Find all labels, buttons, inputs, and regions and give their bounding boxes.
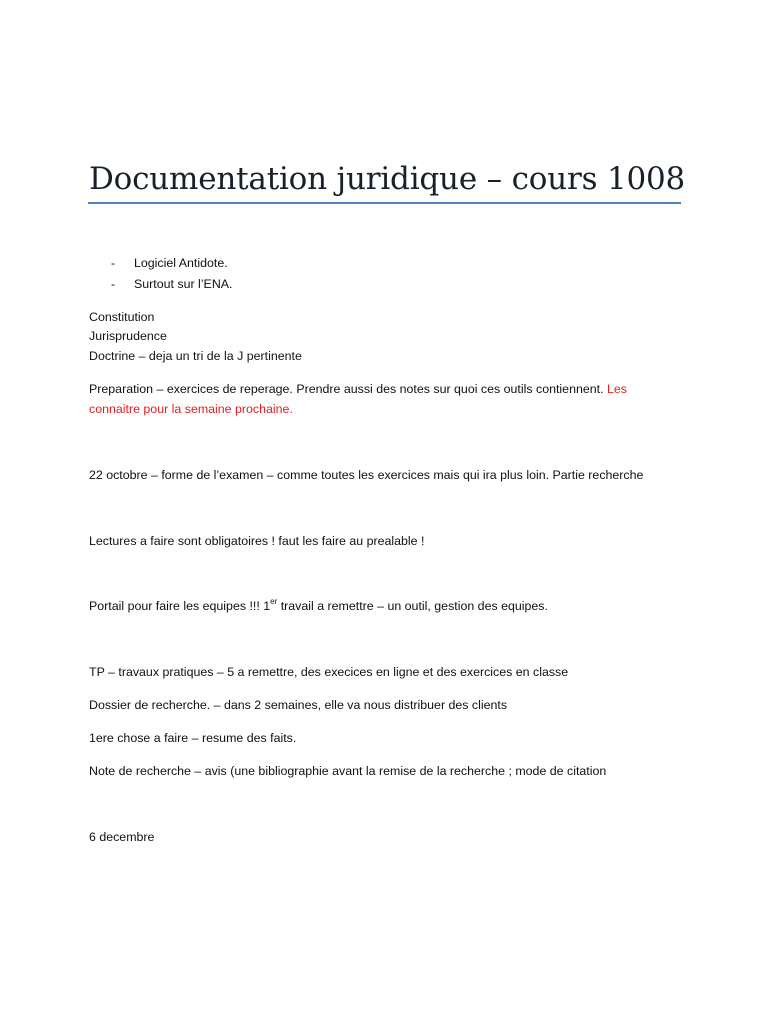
portal-note-end: travail a remettre – un outil, gestion des equipes. [277, 599, 548, 613]
source-line-doctrine: Doctrine – deja un tri de la J pertinente [89, 349, 302, 363]
portal-note [89, 597, 548, 615]
bullet-item-ena: Surtout sur l’ENA. [134, 277, 233, 291]
date-note: 6 decembre [89, 830, 155, 844]
portal-note-superscript: er [270, 596, 278, 606]
preparation-text: Preparation – exercices de reperage. Prendre aussi des notes sur quoi ces outils contiennent. [89, 382, 607, 396]
bullet-item-antidote: Logiciel Antidote. [134, 256, 228, 270]
tp-note: TP – travaux pratiques – 5 a remettre, des execices en ligne et des exercices en classe [89, 665, 569, 679]
preparation-highlight-start: Les [606, 382, 627, 396]
exam-note: 22 octobre – forme de l’examen – comme toutes les exercices mais qui ira plus loin. Partie recherche [89, 468, 644, 482]
source-line-constitution: Constitution [89, 310, 155, 324]
title-underline [88, 202, 681, 204]
document-title: Documentation juridique – cours 1008 [89, 161, 686, 197]
preparation-highlight-end: connaitre pour la semaine prochaine. [89, 402, 293, 416]
first-thing-note: 1ere chose a faire – resume des faits. [89, 731, 297, 745]
portal-note-start: Portail pour faire les equipes !!! 1 [89, 599, 271, 613]
bullet-dash: - [111, 277, 116, 291]
readings-note: Lectures a faire sont obligatoires ! faut les faire au prealable ! [89, 534, 425, 548]
dossier-note: Dossier de recherche. – dans 2 semaines, elle va nous distribuer des clients [89, 698, 508, 712]
source-line-jurisprudence: Jurisprudence [89, 329, 167, 343]
research-note: Note de recherche – avis (une bibliographie avant la remise de la recherche ; mode de citation [89, 764, 607, 778]
preparation-paragraph-line1 [89, 380, 627, 398]
bullet-dash: - [111, 256, 116, 270]
